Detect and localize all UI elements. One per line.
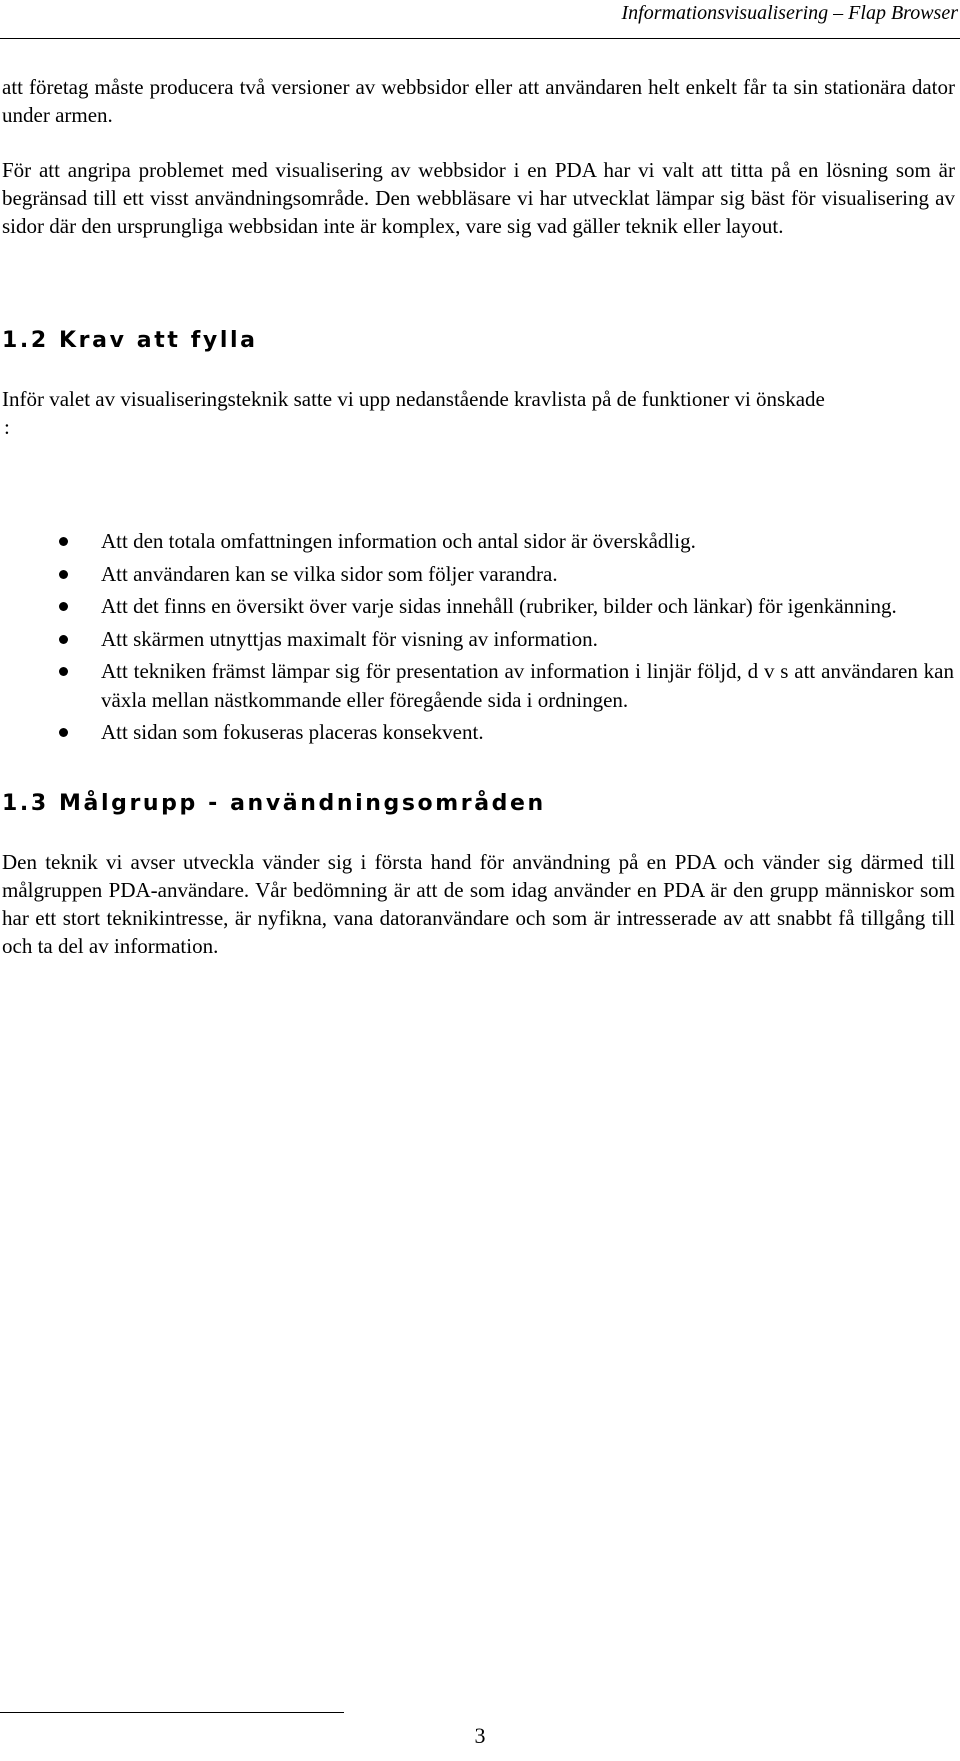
bullet-icon: [59, 602, 68, 611]
section-heading-1-3: 1.3 Målgrupp - användningsområden: [2, 791, 546, 816]
intro-paragraph-2: För att angripa problemet med visualisering av webbsidor i en PDA har vi valt att titta på en lösning som är begränsad till ett visst användningsområde. Den webbläsare vi har utvecklat lämpar sig bäst för visualisering av sidor där den ursprungliga webbsidan inte är komplex, vare sig vad gäller teknik eller layout.: [2, 158, 955, 238]
intro-paragraph-1: att företag måste producera två versioner av webbsidor eller att användaren helt enkelt får ta sin stationära dator under armen.: [2, 75, 955, 127]
requirements-list: [0, 527, 960, 751]
list-item: Att den totala omfattningen information och antal sidor är överskådlig.: [0, 527, 954, 556]
running-header: Informationsvisualisering – Flap Browser: [621, 2, 958, 24]
bullet-icon: [59, 667, 68, 676]
list-item: Att användaren kan se vilka sidor som följer varandra.: [0, 560, 954, 589]
target-group-paragraph: Den teknik vi avser utveckla vänder sig i första hand för användning på en PDA och vänder sig därmed till målgruppen PDA-användare. Vår bedömning är att de som idag använder en PDA är den grupp människor som har ett stort teknikintresse, är nyfikna, vana datoranvändare och som är intresserade av att snabbt få tillgång till och ta del av information.: [2, 850, 955, 958]
header-rule: [0, 38, 960, 39]
requirements-intro: Inför valet av visualiseringsteknik satte vi upp nedanstående kravlista på de funktioner vi önskade: [2, 387, 825, 411]
page-number: 3: [474, 1723, 486, 1748]
list-item: Att sidan som fokuseras placeras konsekvent.: [0, 718, 954, 747]
list-item: Att tekniken främst lämpar sig för presentation av information i linjär följd, d v s att användaren kan växla mellan nästkommande eller föregående sida i ordningen.: [0, 657, 954, 714]
bullet-icon: [59, 570, 68, 579]
section-heading-1-2: 1.2 Krav att fylla: [2, 328, 258, 353]
footer-rule: [0, 1712, 344, 1713]
list-item: Att det finns en översikt över varje sidas innehåll (rubriker, bilder och länkar) för igenkänning.: [0, 592, 954, 621]
bullet-icon: [59, 635, 68, 644]
bullet-icon: [59, 728, 68, 737]
requirements-colon: :: [4, 415, 10, 439]
list-item: Att skärmen utnyttjas maximalt för visning av information.: [0, 625, 954, 654]
bullet-icon: [59, 537, 68, 546]
